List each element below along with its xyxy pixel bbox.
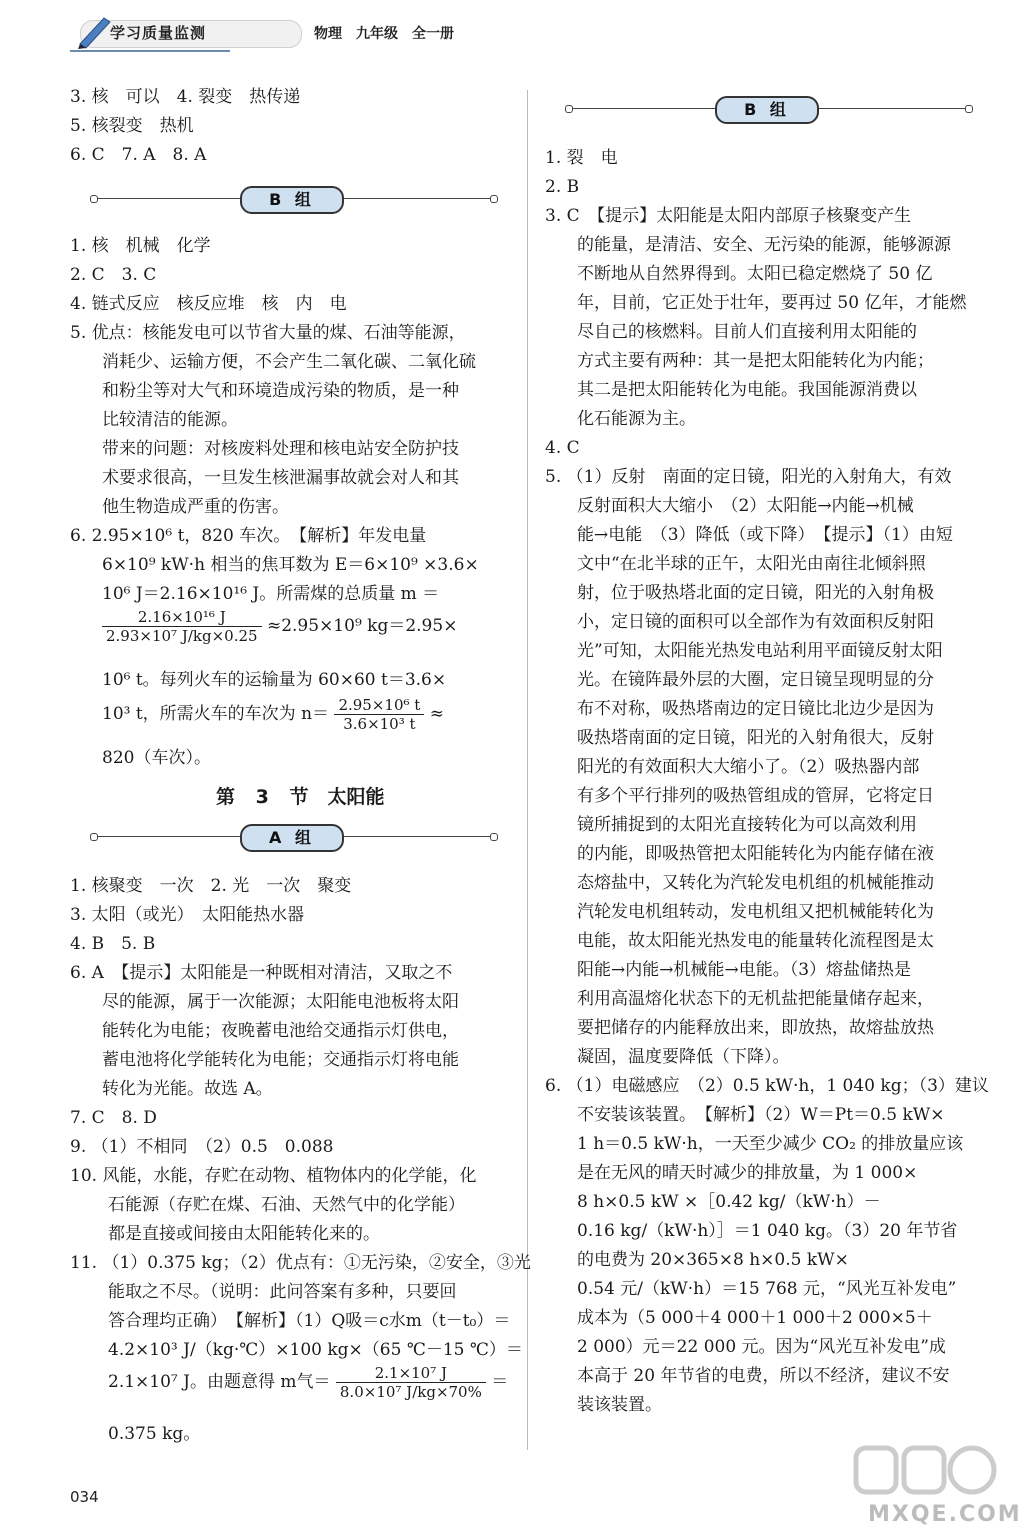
divider-dot (565, 105, 573, 113)
brand-title: 学习质量监测 (110, 24, 207, 42)
answer-line: 其二是把太阳能转化为电能。我国能源消费以 (577, 380, 917, 400)
answer-line: 汽轮发电机组转动，发电机组又把机械能转化为 (577, 902, 934, 922)
formula-tail: ≈2.95×10⁹ kg＝2.95× (266, 616, 458, 636)
answer-line: 小，定日镜的面积可以全部作为有效面积反射阳 (577, 612, 934, 632)
answer-line: 成本为（5 000＋4 000＋1 000＋2 000×5＋ (577, 1308, 933, 1328)
answer-line: 镜所捕捉到的太阳光直接转化为可以高效利用 (577, 815, 917, 835)
formula-line (102, 696, 444, 733)
fraction-numerator: 2.1×10⁷ J (336, 1364, 486, 1383)
answer-line: 装该装置。 (577, 1395, 662, 1415)
formula-head: 2.1×10⁷ J。由题意得 m气＝ (108, 1372, 331, 1392)
answer-line: 术要求很高，一旦发生核泄漏事故就会对人和其 (102, 468, 459, 488)
group-b-header (565, 96, 975, 122)
answer-line: 7. C 8. D (70, 1108, 157, 1128)
group-a-header (90, 824, 500, 850)
answer-line: 9. （1）不相同 （2）0.5 0.088 (70, 1137, 334, 1157)
answer-line: 光”可知，太阳能光热发电站利用平面镜反射太阳 (577, 641, 943, 661)
answer-line: 射，位于吸热塔北面的定日镜，阳光的入射角极 (577, 583, 934, 603)
answer-line: 5. 优点：核能发电可以节省大量的煤、石油等能源， (70, 323, 466, 343)
fraction-denominator: 2.93×10⁷ J/kg×0.25 (106, 627, 258, 645)
divider-dot (490, 833, 498, 841)
watermark (850, 1440, 1022, 1530)
header-rule (70, 50, 230, 52)
answer-line: 3. 核 可以 4. 裂变 热传递 (70, 87, 301, 107)
answer-line: 态熔盐中，又转化为汽轮发电机组的机械能推动 (577, 873, 934, 893)
fraction (334, 696, 424, 733)
answer-line: 0.54 元/（kW·h）＝15 768 元，“风光互补发电” (577, 1279, 957, 1299)
answer-line: 利用高温熔化状态下的无机盐把能量储存起来， (577, 989, 934, 1009)
divider-dot (90, 833, 98, 841)
answer-line: 的内能，即吸热管把太阳能转化为内能存储在液 (577, 844, 934, 864)
page-header (70, 14, 970, 50)
group-badge: A 组 (240, 824, 344, 852)
answer-line: 2. C 3. C (70, 265, 157, 285)
answer-line: 尽自己的核燃料。目前人们直接利用太阳能的 (577, 322, 917, 342)
formula-head: 10³ t，所需火车的车次为 n＝ (102, 704, 330, 724)
answer-line: 1 h＝0.5 kW·h，一天至少减少 CO₂ 的排放量应该 (577, 1134, 964, 1154)
answer-line: 4.2×10³ J/（kg·℃）×100 kg×（65 ℃－15 ℃）＝ (108, 1340, 523, 1360)
answer-line: 吸热塔南面的定日镜，阳光的入射角很大，反射 (577, 728, 934, 748)
answer-line: 比较清洁的能源。 (102, 410, 238, 430)
answer-line: 820（车次）。 (102, 748, 211, 768)
answer-line: 转化为光能。故选 A。 (102, 1079, 273, 1099)
answer-line: 10. 风能，水能，存贮在动物、植物体内的化学能，化 (70, 1166, 477, 1186)
answer-line: 5. 核裂变 热机 (70, 116, 194, 136)
fraction-numerator: 2.16×10¹⁶ J (102, 608, 262, 627)
answer-line: 11. （1）0.375 kg；（2）优点有：①无污染，②安全，③光 (70, 1253, 531, 1273)
answer-line: 是在无风的晴天时减少的排放量，为 1 000× (577, 1163, 918, 1183)
answer-line: 石能源（存贮在煤、石油、天然气中的化学能） (108, 1195, 465, 1215)
group-badge: B 组 (715, 96, 819, 124)
divider-dot (90, 195, 98, 203)
answer-line: 1. 核 机械 化学 (70, 236, 211, 256)
fraction (336, 1364, 486, 1401)
answer-line: 6×10⁹ kW·h 相当的焦耳数为 E＝6×10⁹ ×3.6× (102, 555, 479, 575)
answer-line: 不安装该装置。 【解析】（2）W＝Pt＝0.5 kW× (577, 1105, 945, 1125)
answer-line: 和粉尘等对大气和环境造成污染的物质，是一种 (102, 381, 459, 401)
answer-line: 6. 2.95×10⁶ t，820 车次。 【解析】年发电量 (70, 526, 427, 546)
answer-line: 的能量，是清洁、安全、无污染的能源，能够源源 (577, 235, 951, 255)
fraction (102, 608, 262, 645)
answer-line: 反射面积大大缩小 （2）太阳能→内能→机械 (577, 496, 914, 516)
answer-line: 6. （1）电磁感应 （2）0.5 kW·h，1 040 kg；（3）建议 (545, 1076, 989, 1096)
answer-line: 答合理均正确） 【解析】（1）Q吸＝c水m（t－t₀）＝ (108, 1311, 511, 1331)
fraction-denominator: 3.6×10³ t (343, 715, 416, 733)
answer-line: 电能，故太阳能光热发电的能量转化流程图是太 (577, 931, 934, 951)
answer-line: 本高于 20 年节省的电费，所以不经济，建议不安 (577, 1366, 950, 1386)
answer-line: 要把储存的内能释放出来，即放热，故熔盐放热 (577, 1018, 934, 1038)
column-divider (527, 90, 528, 1450)
answer-line: 年，目前，它正处于壮年，要再过 50 亿年，才能燃 (577, 293, 967, 313)
answer-line: 有多个平行排列的吸热管组成的管屏，它将定日 (577, 786, 934, 806)
group-badge: B 组 (240, 186, 344, 214)
watermark-logo-icon (850, 1440, 1000, 1504)
group-b-header (90, 186, 500, 212)
answer-line: 10⁶ J＝2.16×10¹⁶ J。所需煤的总质量 m ＝ (102, 584, 440, 604)
answer-line: 都是直接或间接由太阳能转化来的。 (108, 1224, 380, 1244)
answer-line: 的电费为 20×365×8 h×0.5 kW× (577, 1250, 849, 1270)
answer-line: 3. 太阳（或光） 太阳能热水器 (70, 905, 305, 925)
section-title: 第 3 节 太阳能 (216, 786, 385, 808)
divider-dot (965, 105, 973, 113)
fraction-denominator: 8.0×10⁷ J/kg×70% (339, 1383, 482, 1401)
fraction-numerator: 2.95×10⁶ t (334, 696, 424, 715)
answer-line: 阳能→内能→机械能→电能。（3）熔盐储热是 (577, 960, 912, 980)
answer-line: 6. C 7. A 8. A (70, 145, 207, 165)
answer-line: 尽的能源，属于一次能源；太阳能电池板将太阳 (102, 992, 459, 1012)
book-subject: 物理 九年级 全一册 (314, 26, 454, 42)
answer-line: 不断地从自然界得到。太阳已稳定燃烧了 50 亿 (577, 264, 933, 284)
answer-line: 0.375 kg。 (108, 1424, 201, 1444)
answer-line: 能取之不尽。（说明：此问答案有多种，只要回 (108, 1282, 457, 1302)
answer-line: 4. 链式反应 核反应堆 核 内 电 (70, 294, 347, 314)
answer-line: 6. A 【提示】太阳能是一种既相对清洁，又取之不 (70, 963, 453, 983)
answer-line: 能转化为电能；夜晚蓄电池给交通指示灯供电， (102, 1021, 459, 1041)
answer-line: 0.16 kg/（kW·h）］＝1 040 kg。（3）20 年节省 (577, 1221, 958, 1241)
answer-line: 布不对称，吸热塔南边的定日镜比北边少是因为 (577, 699, 934, 719)
formula-line (102, 608, 457, 645)
answer-line: 凝固，温度要降低（下降）。 (577, 1047, 790, 1067)
answer-line: 阳光的有效面积大大缩小了。（2）吸热器内部 (577, 757, 920, 777)
answer-line: 消耗少、运输方便，不会产生二氧化碳、二氧化硫 (102, 352, 476, 372)
answer-line: 3. C 【提示】太阳能是太阳内部原子核聚变产生 (545, 206, 912, 226)
answer-line: 2. B (545, 177, 580, 197)
formula-tail: ≈ (429, 704, 444, 724)
formula-line (108, 1364, 508, 1401)
answer-line: 10⁶ t。每列火车的运输量为 60×60 t＝3.6× (102, 670, 447, 690)
answer-line: 光。在镜阵最外层的大圈，定日镜呈现明显的分 (577, 670, 934, 690)
answer-line: 他生物造成严重的伤害。 (102, 497, 289, 517)
answer-line: 2 000）元＝22 000 元。因为“风光互补发电”成 (577, 1337, 946, 1357)
answer-line: 文中“在北半球的正午，太阳光由南往北倾斜照 (577, 554, 926, 574)
answer-line: 8 h×0.5 kW ×［0.42 kg/（kW·h）－ (577, 1192, 881, 1212)
answer-line: 方式主要有两种：其一是把太阳能转化为内能； (577, 351, 934, 371)
formula-tail: ＝ (491, 1372, 509, 1392)
watermark-text: MXQE.COM (868, 1502, 1022, 1527)
answer-line: 带来的问题：对核废料处理和核电站安全防护技 (102, 439, 459, 459)
answer-line: 蓄电池将化学能转化为电能；交通指示灯将电能 (102, 1050, 459, 1070)
answer-line: 1. 裂 电 (545, 148, 618, 168)
answer-line: 1. 核聚变 一次 2. 光 一次 聚变 (70, 876, 352, 896)
answer-line: 4. B 5. B (70, 934, 156, 954)
divider-dot (490, 195, 498, 203)
answer-line: 5. （1）反射 南面的定日镜，阳光的入射角大，有效 (545, 467, 952, 487)
answer-line: 能→电能 （3）降低（或下降） 【提示】（1）由短 (577, 525, 953, 545)
answer-line: 化石能源为主。 (577, 409, 696, 429)
answer-line: 4. C (545, 438, 580, 458)
page-number: 034 (70, 1488, 99, 1506)
